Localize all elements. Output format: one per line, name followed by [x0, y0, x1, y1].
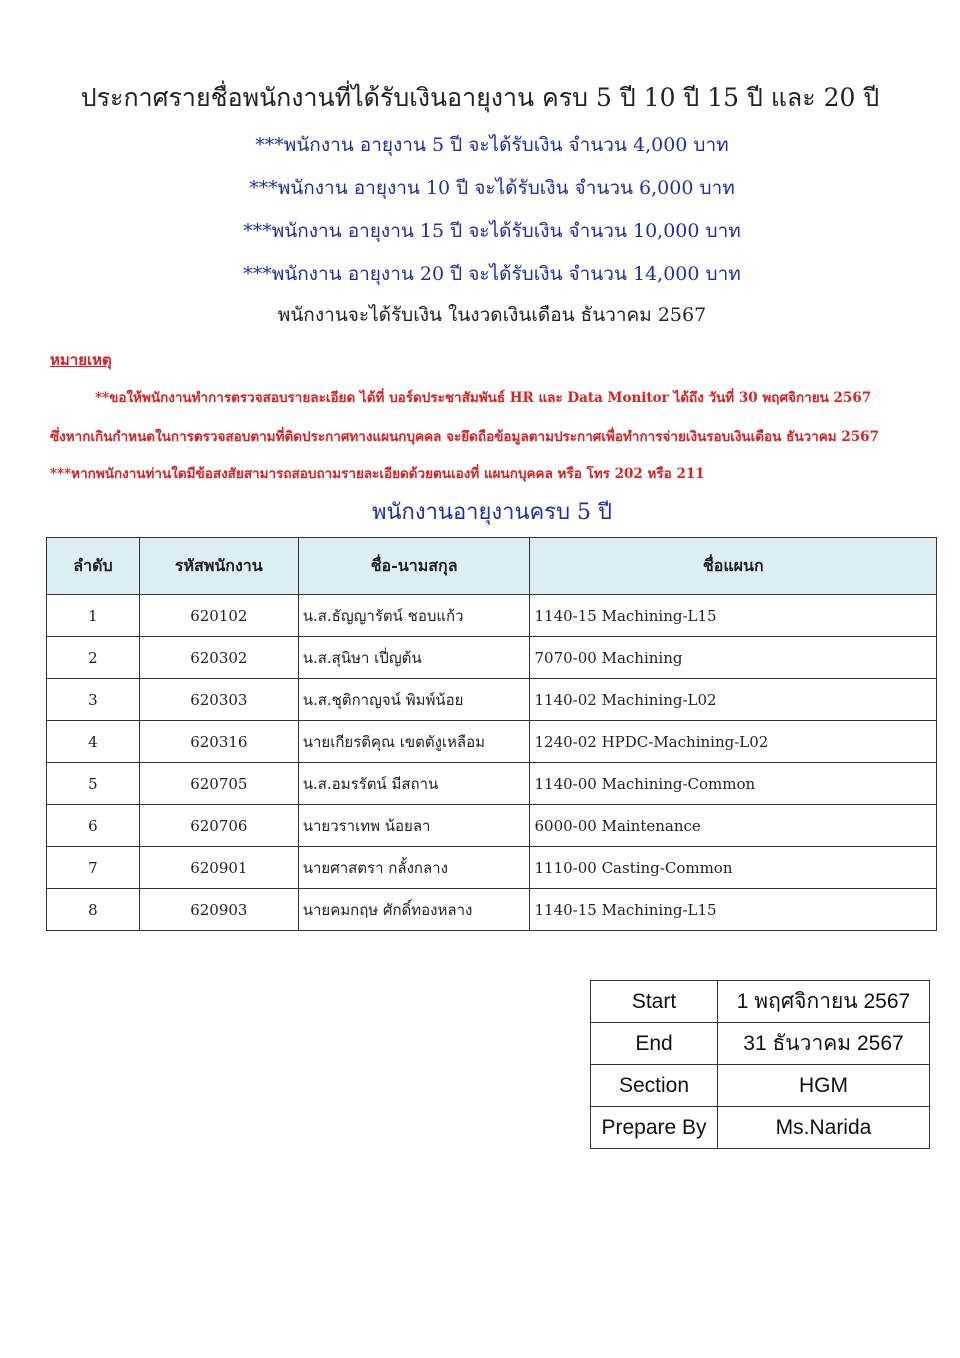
info-row-start: [591, 981, 930, 1023]
remarks-heading: หมายเหตุ: [50, 351, 112, 369]
cell-order: 5: [47, 763, 140, 805]
table-row: [47, 763, 937, 805]
col-header-name: ชื่อ-นามสกุล: [298, 538, 530, 595]
cell-department: 1240-02 HPDC-Machining-L02: [530, 721, 937, 763]
table-row: [47, 847, 937, 889]
prepare-by-value: Ms.Narida: [718, 1107, 930, 1149]
end-value: 31 ธันวาคม 2567: [718, 1023, 930, 1065]
prepare-by-label: Prepare By: [591, 1107, 718, 1149]
cell-order: 8: [47, 889, 140, 931]
start-label: Start: [591, 981, 718, 1023]
cell-employee-id: 620903: [139, 889, 298, 931]
info-row-prepare-by: [591, 1107, 930, 1149]
end-label: End: [591, 1023, 718, 1065]
cell-department: 7070-00 Machining: [530, 637, 937, 679]
table-row: [47, 721, 937, 763]
cell-order: 2: [47, 637, 140, 679]
cell-name: น.ส.ธัญญารัตน์ ชอบแก้ว: [298, 595, 530, 637]
table-row: [47, 679, 937, 721]
cell-department: 1140-15 Machining-L15: [530, 889, 937, 931]
rate-20-years: ***พนักงาน อายุงาน 20 ปี จะได้รับเงิน จำนวน 14,000 บาท: [243, 263, 741, 285]
cell-employee-id: 620901: [139, 847, 298, 889]
employee-table: [46, 537, 937, 931]
cell-name: นายคมกฤษ ศักดิ์ทองหลาง: [298, 889, 530, 931]
cell-employee-id: 620102: [139, 595, 298, 637]
section-value: HGM: [718, 1065, 930, 1107]
col-header-department: ชื่อแผนก: [530, 538, 937, 595]
cell-name: น.ส.อมรรัตน์ มีสถาน: [298, 763, 530, 805]
start-value: 1 พฤศจิกายน 2567: [718, 981, 930, 1023]
cell-order: 6: [47, 805, 140, 847]
cell-employee-id: 620316: [139, 721, 298, 763]
table-row: [47, 805, 937, 847]
cell-name: นายศาสตรา กลั้งกลาง: [298, 847, 530, 889]
page-title: ประกาศรายชื่อพนักงานที่ได้รับเงินอายุงาน ครบ 5 ปี 10 ปี 15 ปี และ 20 ปี: [80, 83, 880, 112]
cell-department: 1110-00 Casting-Common: [530, 847, 937, 889]
cell-employee-id: 620302: [139, 637, 298, 679]
info-row-end: [591, 1023, 930, 1065]
cell-name: น.ส.สุนิษา เปี่ญต้น: [298, 637, 530, 679]
remark-line: ซึ่งหากเกินกำหนดในการตรวจสอบตามที่ติดประกาศทางแผนกบุคคล จะยึดถือข้อมูลตามประกาศเพื่อทำการจ่ายเงินรอบเงินเดือน ธันวาคม 2567: [50, 429, 879, 445]
cell-order: 4: [47, 721, 140, 763]
cell-department: 6000-00 Maintenance: [530, 805, 937, 847]
section-label: Section: [591, 1065, 718, 1107]
cell-order: 7: [47, 847, 140, 889]
pay-period-note: พนักงานจะได้รับเงิน ในงวดเงินเดือน ธันวาคม 2567: [277, 304, 707, 326]
info-row-section: [591, 1065, 930, 1107]
cell-order: 3: [47, 679, 140, 721]
col-header-order: ลำดับ: [47, 538, 140, 595]
cell-order: 1: [47, 595, 140, 637]
remark-line: ***หากพนักงานท่านใดมีข้อสงสัยสามารถสอบถามรายละเอียดด้วยตนเองที่ แผนกบุคคล หรือ โทร 202 หรือ 211: [50, 466, 705, 482]
rate-5-years: ***พนักงาน อายุงาน 5 ปี จะได้รับเงิน จำนวน 4,000 บาท: [255, 134, 729, 156]
remark-line: **ขอให้พนักงานทำการตรวจสอบรายละเอียด ได้ที่ บอร์ดประชาสัมพันธ์ HR และ Data Monitor ได้ถึง วันที่ 30 พฤศจิกายน 2567: [95, 390, 872, 406]
table-row: [47, 637, 937, 679]
rate-10-years: ***พนักงาน อายุงาน 10 ปี จะได้รับเงิน จำนวน 6,000 บาท: [249, 177, 735, 199]
cell-employee-id: 620706: [139, 805, 298, 847]
cell-department: 1140-15 Machining-L15: [530, 595, 937, 637]
col-header-employee-id: รหัสพนักงาน: [139, 538, 298, 595]
cell-name: น.ส.ชุติกาญจน์ พิมพ์น้อย: [298, 679, 530, 721]
cell-employee-id: 620303: [139, 679, 298, 721]
cell-department: 1140-02 Machining-L02: [530, 679, 937, 721]
info-box: [590, 980, 930, 1149]
cell-department: 1140-00 Machining-Common: [530, 763, 937, 805]
cell-employee-id: 620705: [139, 763, 298, 805]
section-title: พนักงานอายุงานครบ 5 ปี: [371, 500, 613, 525]
table-header-row: [47, 538, 937, 595]
table-row: [47, 595, 937, 637]
cell-name: นายวราเทพ น้อยลา: [298, 805, 530, 847]
table-row: [47, 889, 937, 931]
cell-name: นายเกียรติคุณ เขตตังูเหลือม: [298, 721, 530, 763]
rate-15-years: ***พนักงาน อายุงาน 15 ปี จะได้รับเงิน จำนวน 10,000 บาท: [243, 220, 741, 242]
